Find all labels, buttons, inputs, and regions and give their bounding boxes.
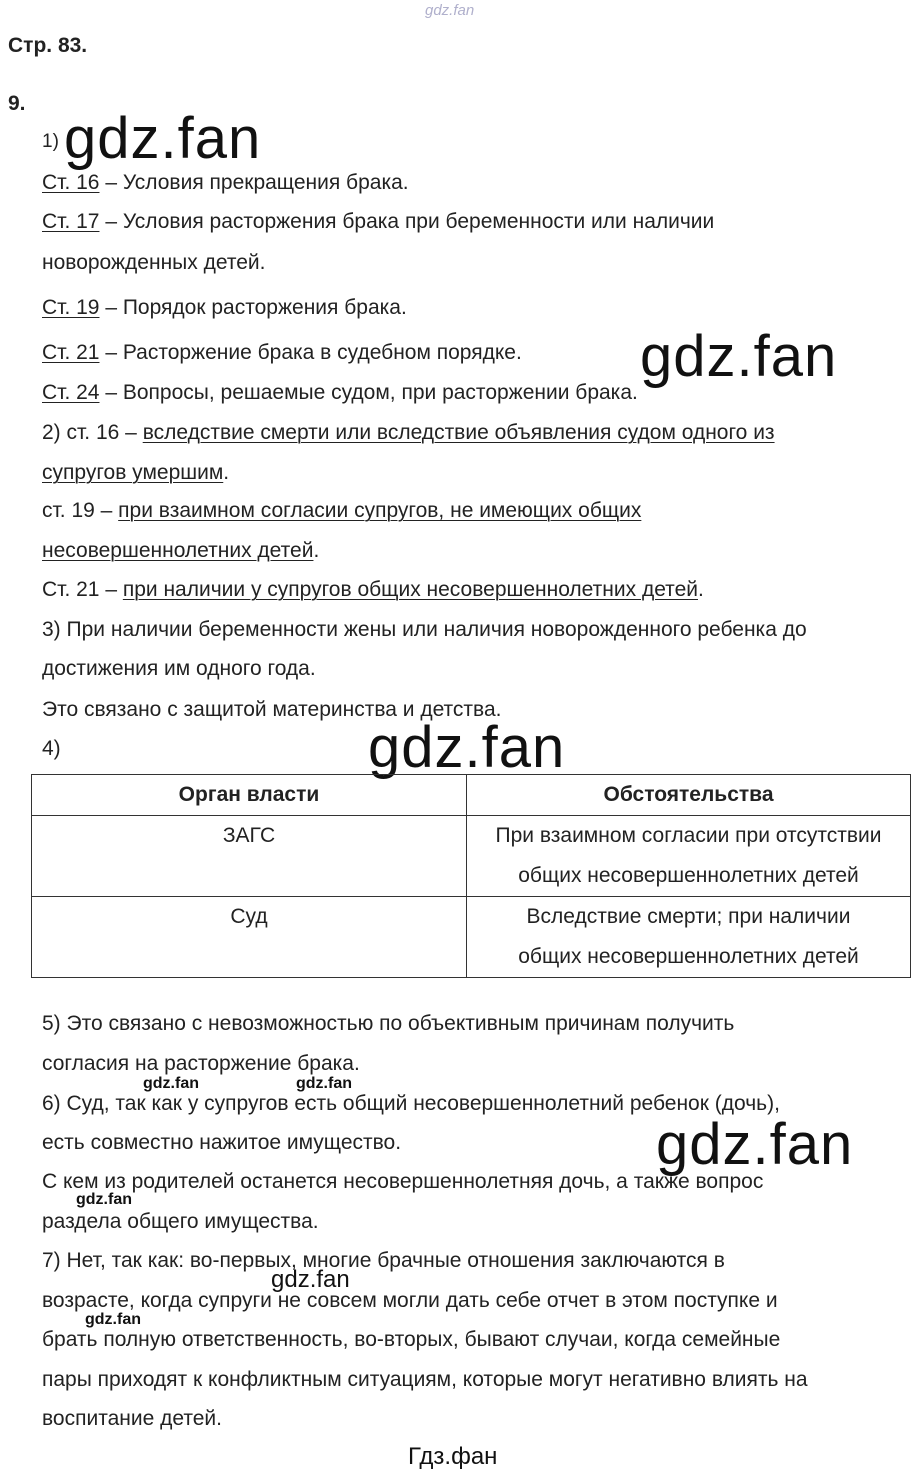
article-19 [42, 295, 407, 321]
article-ref: Ст. 17 [42, 210, 100, 233]
part7-line: 7) Нет, так как: во-первых, многие брачные отношения заключаются в [42, 1249, 725, 1272]
authority-table [31, 774, 911, 978]
part7-line: брать полную ответственность, во-вторых, бывают случаи, когда семейные [42, 1328, 781, 1351]
article-desc: – Вопросы, решаемые судом, при расторжении брака. [99, 381, 638, 404]
part2-prefix: ст. 19 – [42, 499, 119, 522]
part2-underlined: супругов умершим [42, 461, 224, 484]
article-17 [42, 209, 714, 235]
cell-line: Вследствие смерти; при наличии [526, 905, 851, 928]
article-ref: Ст. 19 [42, 296, 100, 319]
part5-line: 5) Это связано с невозможностью по объективным причинам получить [42, 1012, 735, 1035]
article-17-cont: новорожденных детей. [42, 251, 266, 274]
part7-line: возрасте, когда супруги не совсем могли дать себе отчет в этом поступке и [42, 1289, 778, 1312]
part6-line: 6) Суд, так как у супругов есть общий несовершеннолетний ребенок (дочь), [42, 1092, 780, 1115]
part2-line [42, 460, 229, 486]
part2-suffix: . [313, 539, 320, 562]
cell-line: При взаимном согласии при отсутствии [495, 824, 882, 847]
part5-line: согласия на расторжение брака. [42, 1052, 360, 1075]
article-ref: Ст. 21 [42, 341, 100, 364]
table-row [32, 816, 911, 897]
part7-line: пары приходят к конфликтным ситуациям, которые могут негативно влиять на [42, 1368, 808, 1391]
table-cell-organ: Суд [32, 897, 467, 978]
part6-line: С кем из родителей останется несовершеннолетняя дочь, а также вопрос [42, 1170, 764, 1193]
part2-underlined: несовершеннолетних детей [42, 539, 314, 562]
part2-line [42, 420, 775, 446]
article-desc: – Условия прекращения брака. [99, 171, 409, 194]
part7-line: воспитание детей. [42, 1407, 222, 1430]
table-cell-circumstances [467, 897, 911, 978]
table-cell-circumstances [467, 816, 911, 897]
watermark-large: gdz.fan [656, 1112, 854, 1177]
part2-prefix: Ст. 21 – [42, 578, 123, 601]
part1-marker: 1) [42, 131, 59, 152]
watermark-large: gdz.fan [368, 715, 566, 780]
cell-line: общих несовершеннолетних детей [518, 864, 859, 887]
part3-line: достижения им одного года. [42, 657, 316, 680]
part6-line: раздела общего имущества. [42, 1210, 319, 1233]
part6-line: есть совместно нажитое имущество. [42, 1131, 402, 1154]
table-header: Орган власти [32, 775, 467, 816]
footer-watermark: Гдз.фан [408, 1443, 498, 1470]
part2-underlined: вследствие смерти или вследствие объявления судом одного из [142, 421, 775, 444]
article-16 [42, 170, 409, 196]
task-number: 9. [8, 92, 26, 115]
article-desc: – Условия расторжения брака при беременности или наличии [99, 210, 715, 233]
table-row [32, 897, 911, 978]
table-header-row [32, 775, 911, 816]
table-cell-organ: ЗАГС [32, 816, 467, 897]
top-watermark: gdz.fan [425, 2, 475, 19]
part2-prefix: 2) ст. 16 – [42, 421, 143, 444]
article-desc: – Расторжение брака в судебном порядке. [99, 341, 522, 364]
article-desc: – Порядок расторжения брака. [99, 296, 407, 319]
part2-line [42, 498, 641, 524]
part2-line [42, 577, 704, 603]
watermark-small: gdz.fan [85, 1311, 141, 1328]
part3-line: 3) При наличии беременности жены или наличия новорожденного ребенка до [42, 618, 807, 641]
article-ref: Ст. 16 [42, 171, 100, 194]
article-24 [42, 380, 638, 406]
part3-line: Это связано с защитой материнства и детства. [42, 698, 502, 721]
watermark-large: gdz.fan [64, 106, 262, 171]
watermark-medium: gdz.fan [271, 1266, 350, 1293]
part2-underlined: при наличии у супругов общих несовершеннолетних детей [122, 578, 698, 601]
article-21 [42, 340, 522, 366]
part2-suffix: . [223, 461, 230, 484]
watermark-small: gdz.fan [76, 1191, 132, 1208]
watermark-large: gdz.fan [640, 324, 838, 389]
part2-underlined: при взаимном согласии супругов, не имеющих общих [118, 499, 642, 522]
table-header: Обстоятельства [467, 775, 911, 816]
part2-suffix: . [697, 578, 704, 601]
watermark-small: gdz.fan [296, 1075, 352, 1092]
page-reference: Стр. 83. [8, 34, 88, 57]
article-ref: Ст. 24 [42, 381, 100, 404]
watermark-small: gdz.fan [143, 1075, 199, 1092]
cell-line: общих несовершеннолетних детей [518, 945, 859, 968]
part4-marker: 4) [42, 737, 61, 760]
part2-line [42, 538, 319, 564]
